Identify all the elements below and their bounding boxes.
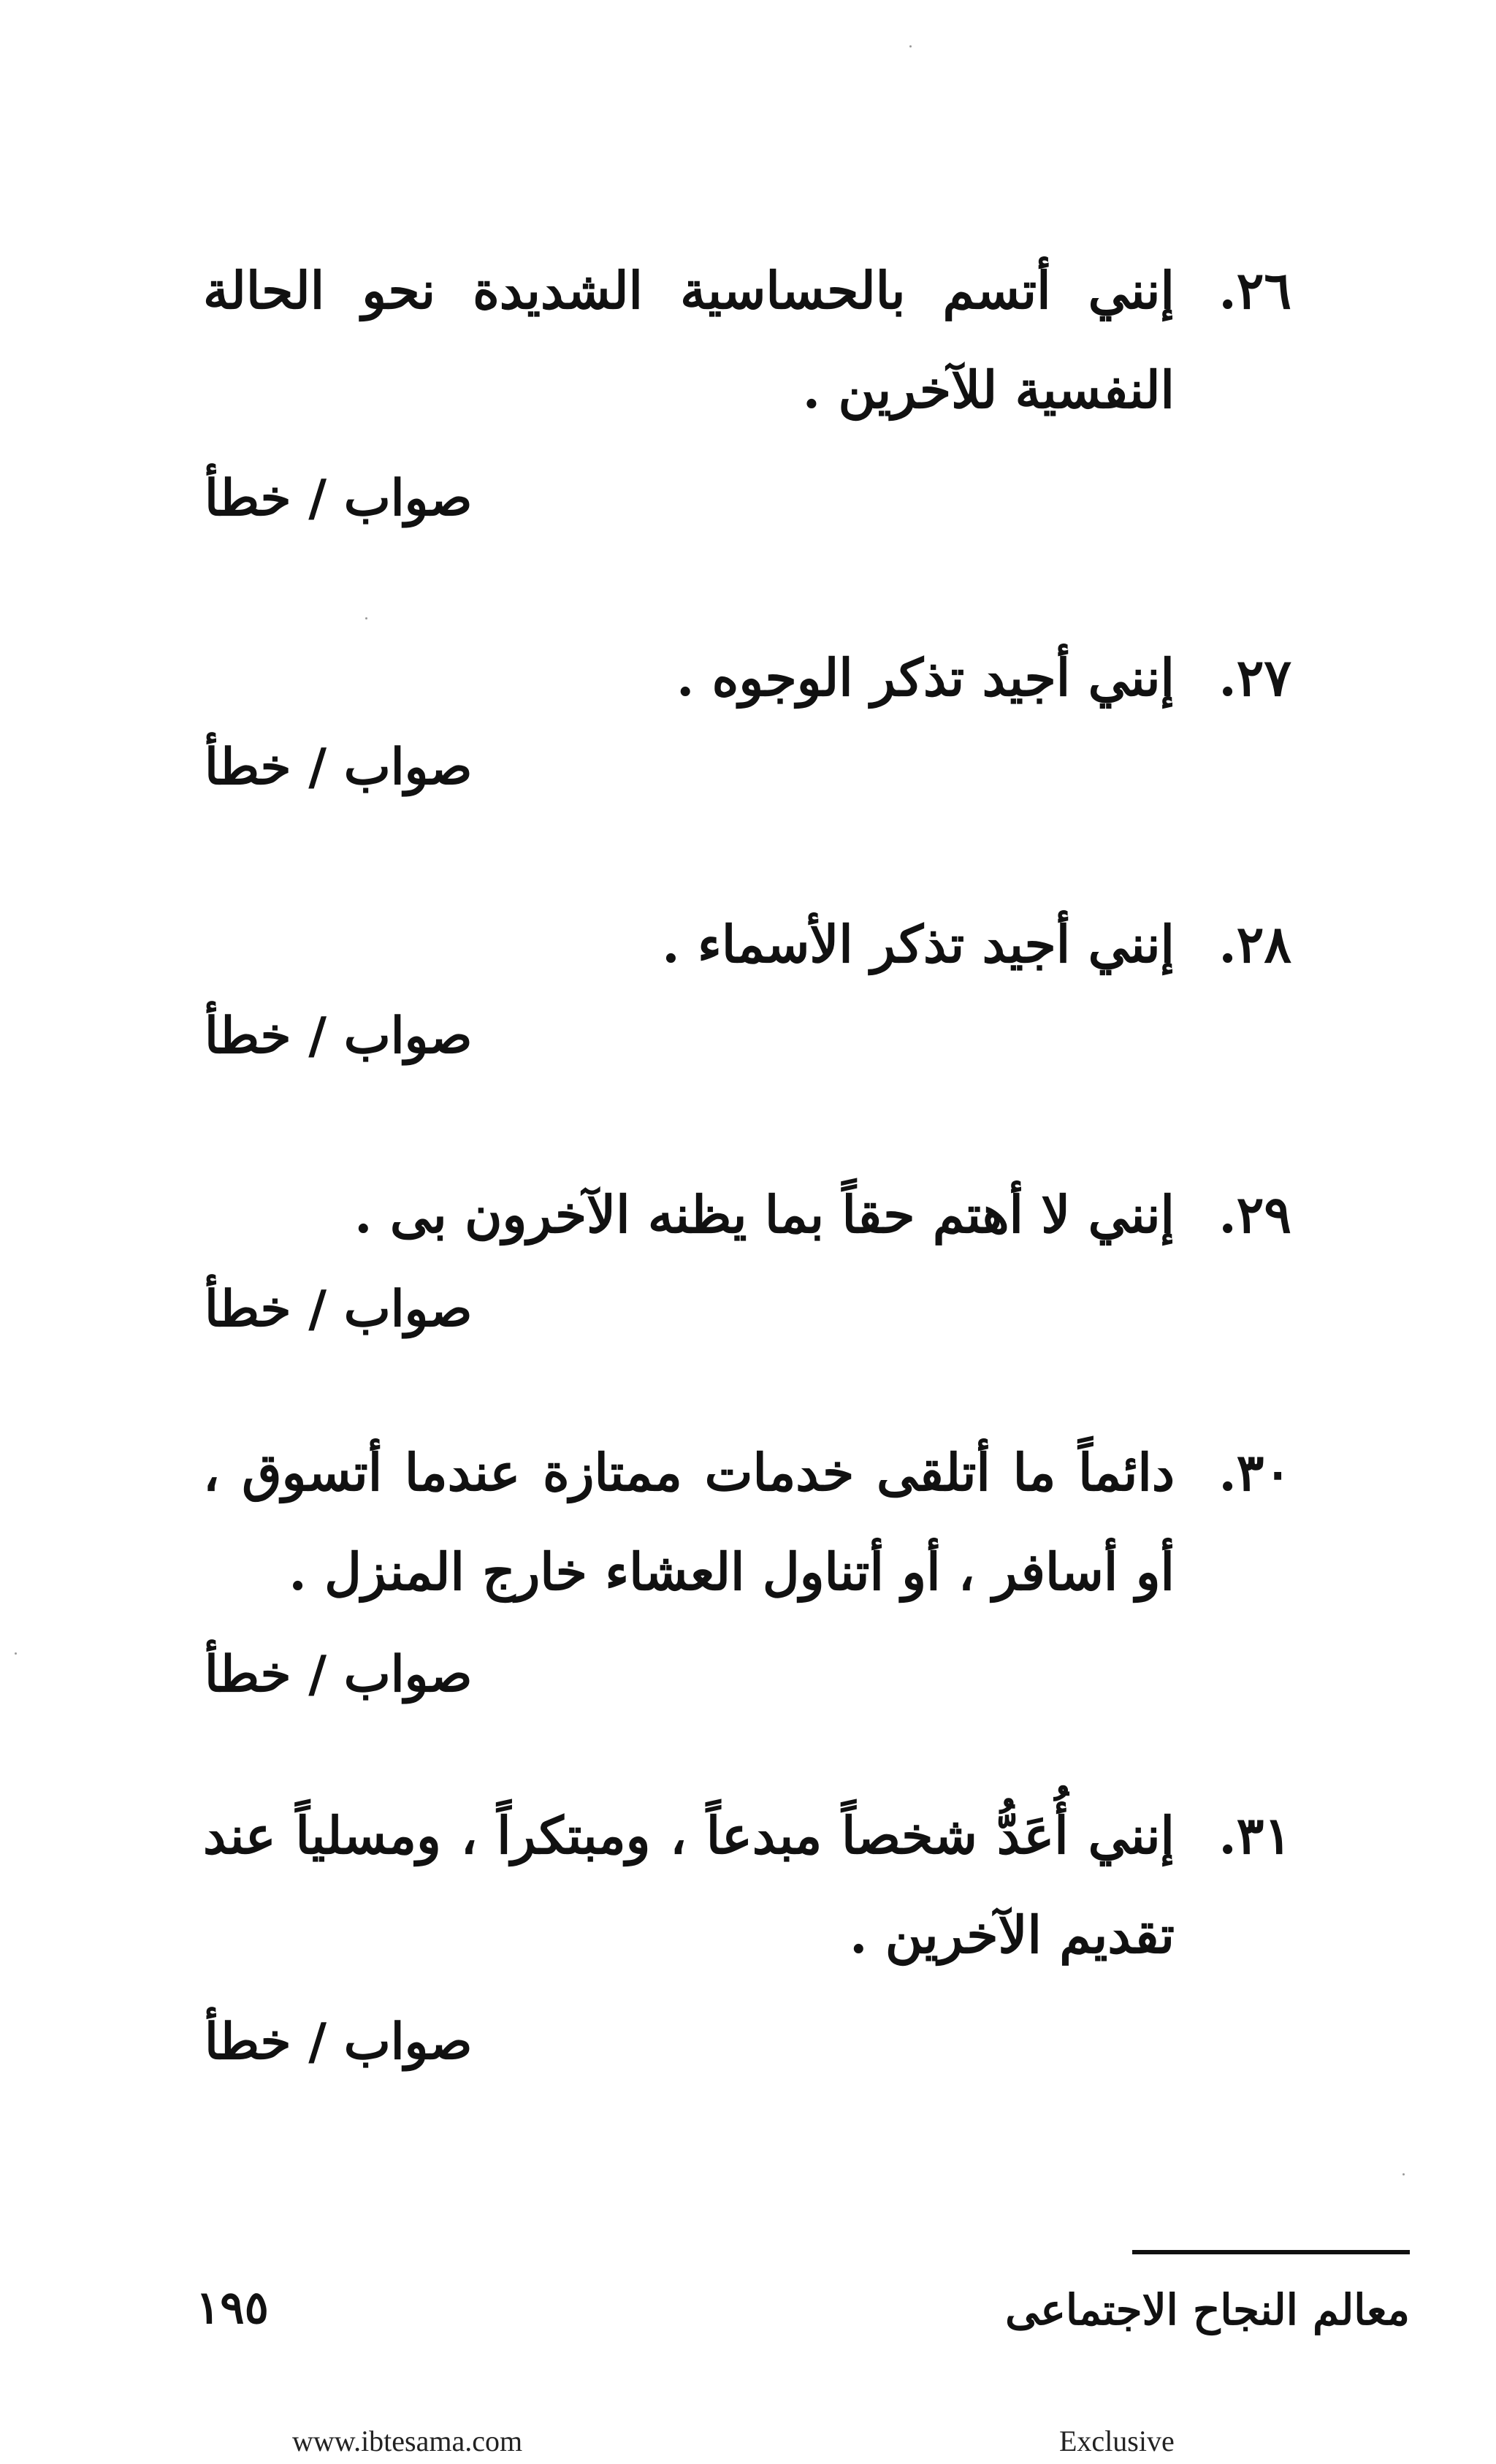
question-text: إنني أُعَدُّ شخصاً مبدعاً ، ومبتكراً ، ومسلياً عند تقديم الآخرين . bbox=[203, 1805, 1175, 1965]
question-number: ٣١. bbox=[1218, 1805, 1291, 1866]
page-number: ١٩٥ bbox=[196, 2281, 269, 2334]
question-number: ٢٨. bbox=[1218, 914, 1291, 974]
answer-options: صواب / خطأ bbox=[205, 1645, 473, 1704]
question-number: ٢٦. bbox=[1218, 260, 1291, 321]
answer-options: صواب / خطأ bbox=[205, 2013, 473, 2071]
question-number: ٣٠. bbox=[1218, 1442, 1291, 1503]
scan-speck bbox=[15, 1652, 17, 1655]
scan-speck bbox=[1402, 2173, 1405, 2175]
answer-options: صواب / خطأ bbox=[205, 469, 473, 527]
question-text: إنني أتسم بالحساسية الشديدة نحو الحالة النفسية للآخرين . bbox=[203, 260, 1175, 420]
watermark-tag: Exclusive bbox=[1059, 2425, 1175, 2457]
question-text: إنني أجيد تذكر الوجوه . bbox=[676, 647, 1175, 708]
scan-speck bbox=[365, 617, 367, 619]
watermark-site: www.ibtesama.com bbox=[292, 2425, 523, 2457]
answer-options: صواب / خطأ bbox=[205, 1280, 473, 1338]
question-text: دائماً ما أتلقى خدمات ممتازة عندما أتسوق ، أو أسافر ، أو أتناول العشاء خارج المنزل . bbox=[203, 1442, 1175, 1602]
question-text: إنني أجيد تذكر الأسماء . bbox=[662, 914, 1175, 974]
question-number: ٢٧. bbox=[1218, 647, 1291, 708]
book-title: معالم النجاح الاجتماعى bbox=[1005, 2285, 1410, 2335]
footer-divider bbox=[1132, 2250, 1410, 2254]
question-text: إنني لا أهتم حقاً بما يظنه الآخرون بى . bbox=[354, 1184, 1175, 1245]
question-number: ٢٩. bbox=[1218, 1184, 1291, 1245]
answer-options: صواب / خطأ bbox=[205, 738, 473, 796]
answer-options: صواب / خطأ bbox=[205, 1007, 473, 1065]
scan-speck bbox=[909, 45, 912, 47]
